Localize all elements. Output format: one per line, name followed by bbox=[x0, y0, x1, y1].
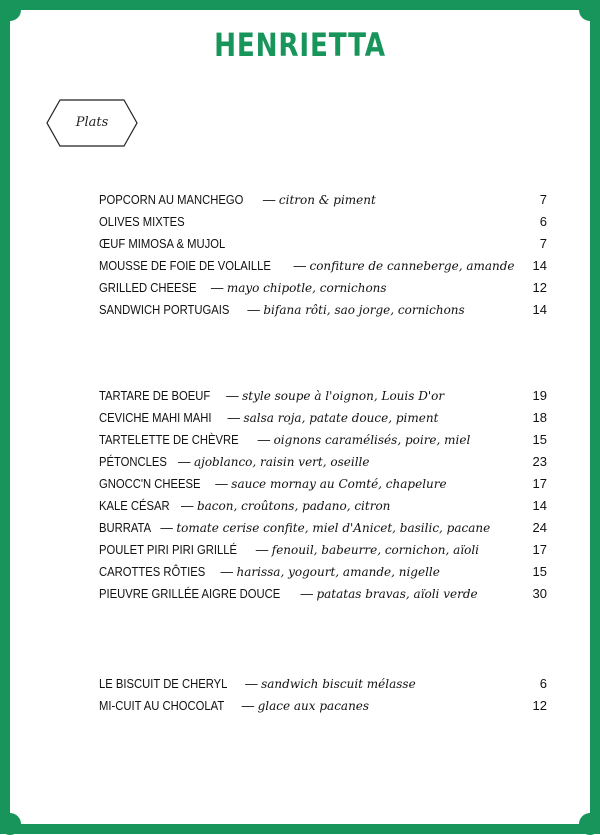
dish-description: oignons caramélisés, poire, miel bbox=[273, 433, 471, 447]
menu-item bbox=[99, 561, 547, 583]
dash-separator: — bbox=[252, 543, 272, 557]
dish-description-wrap bbox=[238, 699, 369, 713]
menu-item bbox=[99, 407, 547, 429]
dish-description: tomate cerise confite, miel d'Anicet, basilic, pacane bbox=[176, 521, 491, 535]
dash-separator: — bbox=[238, 699, 258, 713]
dish-description-wrap bbox=[290, 259, 515, 273]
dish-name: LE BISCUIT DE CHERYL bbox=[99, 677, 228, 691]
dish-price: 30 bbox=[532, 586, 547, 601]
dish-name: POPCORN AU MANCHEGO bbox=[99, 193, 244, 207]
dish-description-wrap bbox=[178, 499, 391, 513]
dish-price: 6 bbox=[539, 214, 547, 229]
corner-ornament bbox=[579, 813, 600, 835]
dish-price: 12 bbox=[532, 280, 547, 295]
dash-separator: — bbox=[259, 193, 279, 207]
dish-price: 23 bbox=[532, 454, 547, 469]
dish-description-wrap bbox=[259, 193, 375, 207]
dish-description: style soupe à l'oignon, Louis D'or bbox=[242, 389, 445, 403]
dish-name: MOUSSE DE FOIE DE VOLAILLE bbox=[99, 259, 271, 273]
corner-ornament bbox=[579, 0, 600, 21]
dish-description-wrap bbox=[224, 411, 438, 425]
dish-description: sandwich biscuit mélasse bbox=[261, 677, 416, 691]
dish-price: 24 bbox=[532, 520, 547, 535]
dash-separator: — bbox=[217, 565, 237, 579]
menu-item bbox=[99, 255, 547, 277]
dish-description: fenouil, babeurre, cornichon, aïoli bbox=[271, 543, 480, 557]
dish-price: 6 bbox=[539, 676, 547, 691]
corner-ornament bbox=[0, 813, 21, 835]
dish-price: 19 bbox=[532, 388, 547, 403]
menu-item bbox=[99, 473, 547, 495]
corner-ornament bbox=[0, 0, 21, 21]
dish-description-wrap bbox=[157, 521, 490, 535]
dish-description: confiture de canneberge, amande bbox=[309, 259, 515, 273]
dish-description-wrap bbox=[252, 543, 479, 557]
dash-separator: — bbox=[211, 477, 232, 491]
dash-separator: — bbox=[241, 677, 262, 691]
dish-description: bifana rôti, sao jorge, cornichons bbox=[263, 303, 465, 317]
dish-description: ajoblanco, raisin vert, oseille bbox=[193, 455, 370, 469]
dish-name: TARTELETTE DE CHÈVRE bbox=[99, 433, 239, 447]
menu-item bbox=[99, 495, 547, 517]
dish-price: 7 bbox=[539, 192, 547, 207]
dish-name: PÉTONCLES bbox=[99, 455, 167, 469]
dish-description-wrap bbox=[300, 587, 477, 601]
dish-description-wrap bbox=[175, 455, 370, 469]
menu-item bbox=[99, 189, 547, 211]
menu-item bbox=[99, 517, 547, 539]
dish-price: 14 bbox=[532, 498, 547, 513]
menu-item bbox=[99, 277, 547, 299]
menu-group bbox=[99, 385, 547, 605]
dish-description: citron & piment bbox=[278, 193, 376, 207]
dash-separator: — bbox=[177, 499, 197, 513]
dish-price: 14 bbox=[532, 302, 547, 317]
dish-description: glace aux pacanes bbox=[257, 699, 370, 713]
dash-separator: — bbox=[300, 587, 317, 601]
dish-price: 12 bbox=[532, 698, 547, 713]
menu-item bbox=[99, 673, 547, 695]
dish-price: 15 bbox=[532, 432, 547, 447]
menu-item bbox=[99, 451, 547, 473]
dish-name: ŒUF MIMOSA & MUJOL bbox=[99, 237, 226, 251]
dish-description: sauce mornay au Comté, chapelure bbox=[231, 477, 447, 491]
dish-description-wrap bbox=[254, 433, 470, 447]
dish-price: 15 bbox=[532, 564, 547, 579]
menu-group bbox=[99, 673, 547, 717]
dish-name: GNOCC'N CHEESE bbox=[99, 477, 201, 491]
dash-separator: — bbox=[254, 433, 274, 447]
dish-description: mayo chipotle, cornichons bbox=[226, 281, 387, 295]
dish-description-wrap bbox=[207, 281, 386, 295]
dish-name: POULET PIRI PIRI GRILLÉ bbox=[99, 543, 237, 557]
dish-description: patatas bravas, aïoli verde bbox=[316, 587, 478, 601]
dish-description-wrap bbox=[212, 477, 447, 491]
dish-name: MI-CUIT AU CHOCOLAT bbox=[99, 699, 225, 713]
dash-separator: — bbox=[156, 521, 177, 535]
dash-separator: — bbox=[243, 303, 264, 317]
menu-item bbox=[99, 539, 547, 561]
dish-name: CEVICHE MAHI MAHI bbox=[99, 411, 212, 425]
menu-item bbox=[99, 583, 547, 605]
dish-description-wrap bbox=[223, 389, 444, 403]
dish-name: KALE CÉSAR bbox=[99, 499, 170, 513]
dish-description-wrap bbox=[244, 303, 465, 317]
dash-separator: — bbox=[222, 389, 243, 403]
dish-price: 14 bbox=[532, 258, 547, 273]
dish-description: salsa roja, patate douce, piment bbox=[243, 411, 439, 425]
dish-description-wrap bbox=[217, 565, 440, 579]
dish-price: 18 bbox=[532, 410, 547, 425]
dish-name: OLIVES MIXTES bbox=[99, 215, 185, 229]
dish-name: SANDWICH PORTUGAIS bbox=[99, 303, 230, 317]
dash-separator: — bbox=[290, 259, 310, 273]
menu-item bbox=[99, 695, 547, 717]
dash-separator: — bbox=[224, 411, 244, 425]
dish-name: TARTARE DE BOEUF bbox=[99, 389, 211, 403]
section-badge bbox=[46, 98, 138, 148]
dish-description-wrap bbox=[242, 677, 416, 691]
dish-name: GRILLED CHEESE bbox=[99, 281, 197, 295]
dish-price: 17 bbox=[532, 542, 547, 557]
dash-separator: — bbox=[207, 281, 227, 295]
dish-price: 7 bbox=[539, 236, 547, 251]
menu-item bbox=[99, 299, 547, 321]
dish-description: harissa, yogourt, amande, nigelle bbox=[236, 565, 440, 579]
dish-name: PIEUVRE GRILLÉE AIGRE DOUCE bbox=[99, 587, 281, 601]
dish-description: bacon, croûtons, padano, citron bbox=[196, 499, 391, 513]
dish-name: BURRATA bbox=[99, 521, 152, 535]
menu-item bbox=[99, 429, 547, 451]
menu-group bbox=[99, 189, 547, 321]
dish-price: 17 bbox=[532, 476, 547, 491]
menu-item bbox=[99, 385, 547, 407]
dash-separator: — bbox=[174, 455, 194, 469]
section-label: Plats bbox=[75, 115, 109, 130]
restaurant-name: HENRIETTA bbox=[214, 26, 386, 64]
menu-item bbox=[99, 233, 547, 255]
dish-name: CAROTTES RÔTIES bbox=[99, 565, 206, 579]
menu-item bbox=[99, 211, 547, 233]
